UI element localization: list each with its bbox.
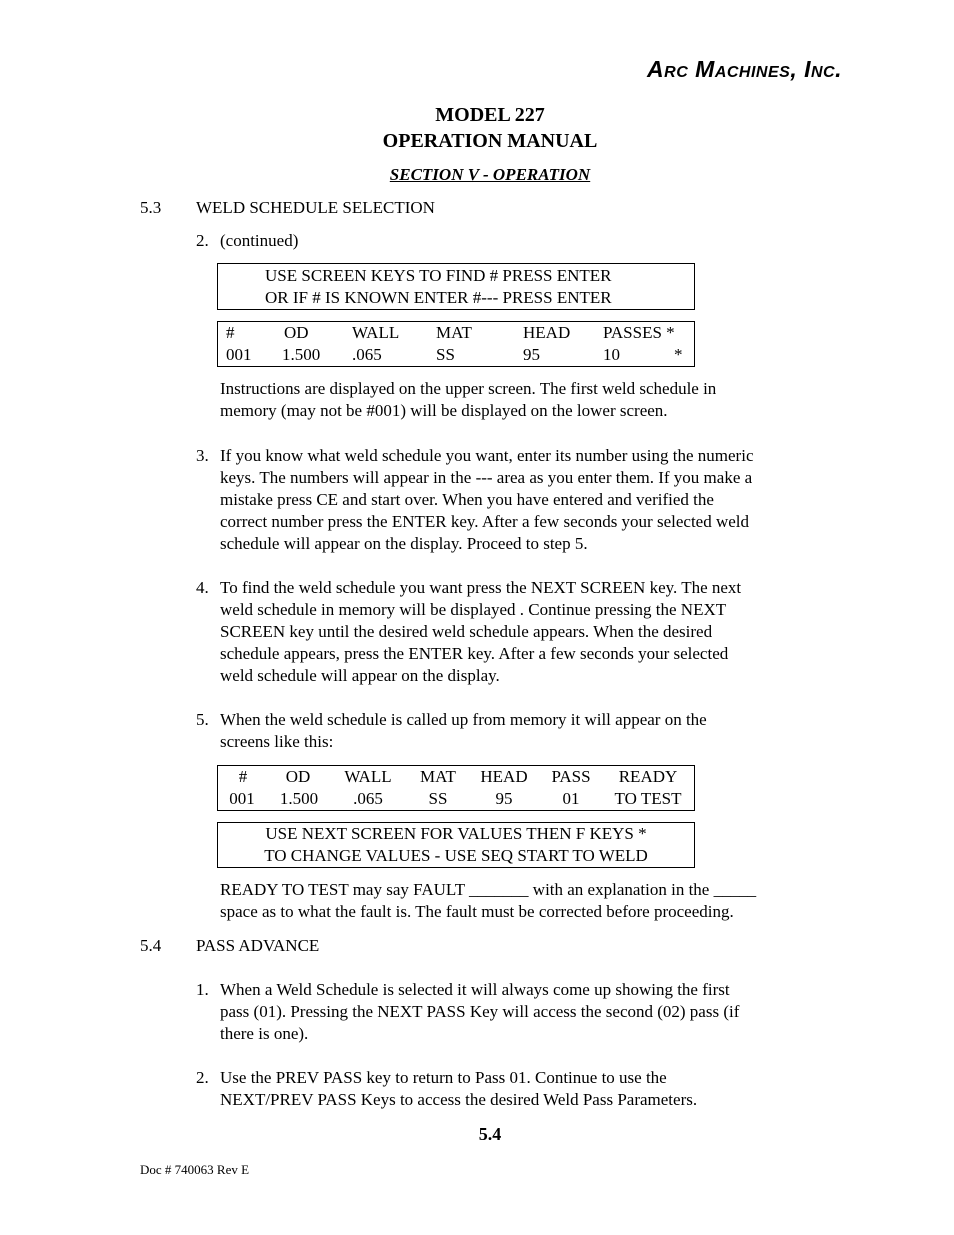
item-text: Use the PREV PASS key to return to Pass 01. Continue to use the NEXT/PREV PASS Keys to access the desired Weld Pass Parameters. bbox=[220, 1068, 698, 1109]
item-text: When the weld schedule is called up from memory it will appear on the screens like this: bbox=[220, 710, 707, 751]
company-logo: Arc Machines, Inc. bbox=[647, 56, 842, 82]
item-num: 2. bbox=[196, 231, 209, 250]
table-cell: 001 bbox=[229, 789, 255, 808]
title-line1: MODEL 227 bbox=[435, 104, 545, 126]
table-cell: HEAD bbox=[480, 767, 528, 786]
table-row bbox=[218, 788, 694, 810]
section-num-5-4: 5.4 bbox=[140, 936, 162, 955]
item-text: To find the weld schedule you want press the NEXT SCREEN key. The next weld schedule in memory will be displayed . Continue pressing the NEXT SCREEN key until the desired weld schedule appears. When the desired schedule appears, press the ENTER key. After a few seconds your selected weld schedule will appear on the display. bbox=[220, 578, 742, 685]
table-cell: # bbox=[238, 767, 248, 786]
table-cell: PASSES * bbox=[603, 323, 675, 342]
screen-box-2 bbox=[217, 822, 695, 868]
table-cell: .065 bbox=[353, 789, 383, 808]
section-title: SECTION V - OPERATION bbox=[389, 165, 591, 184]
table-cell: 1.500 bbox=[282, 345, 321, 364]
screen-line: TO CHANGE VALUES - USE SEQ START TO WELD bbox=[264, 846, 648, 865]
table-cell: WALL bbox=[344, 767, 392, 786]
section-heading-5-3: WELD SCHEDULE SELECTION bbox=[196, 198, 435, 217]
table-cell: SS bbox=[436, 345, 455, 364]
table-cell: HEAD bbox=[523, 323, 571, 342]
table-cell: 01 bbox=[562, 789, 580, 808]
item-num: 1. bbox=[196, 980, 209, 999]
table-cell: .065 bbox=[352, 345, 382, 364]
table-cell: TO TEST bbox=[614, 789, 682, 808]
item-text: If you know what weld schedule you want, enter its number using the numeric keys. The numbers will appear in the --- area as you enter them. If you make a mistake press CE and start over. When you have entered and verified the correct number press the ENTER key. After a few seconds your selected weld schedule will appear on the display. Proceed to step 5. bbox=[220, 446, 754, 553]
screen-line: USE NEXT SCREEN FOR VALUES THEN F KEYS * bbox=[265, 824, 647, 843]
screen-line: USE SCREEN KEYS TO FIND # PRESS ENTER bbox=[265, 266, 612, 285]
table-cell: 10 bbox=[603, 345, 620, 364]
table-cell: 95 bbox=[523, 345, 540, 364]
title-line2: OPERATION MANUAL bbox=[382, 130, 598, 152]
table-row bbox=[218, 344, 694, 366]
paragraph: Instructions are displayed on the upper screen. The first weld schedule in memory (may not be #001) will be displayed on the lower screen. bbox=[220, 379, 717, 420]
section-num-5-3: 5.3 bbox=[140, 198, 162, 217]
table-cell: WALL bbox=[352, 323, 400, 342]
screen-line: OR IF # IS KNOWN ENTER #--- PRESS ENTER bbox=[265, 288, 612, 307]
doc-number: Doc # 740063 Rev E bbox=[140, 1162, 250, 1177]
table-cell: READY bbox=[618, 767, 678, 786]
screen-table-2 bbox=[217, 765, 695, 811]
table-cell: MAT bbox=[436, 323, 472, 342]
table-cell: 95 bbox=[495, 789, 513, 808]
item-num: 3. bbox=[196, 446, 209, 465]
table-cell: * bbox=[674, 345, 683, 364]
screen-table-1 bbox=[217, 321, 695, 367]
item-num: 4. bbox=[196, 578, 209, 597]
table-cell: 001 bbox=[226, 345, 252, 364]
table-header-row bbox=[218, 322, 694, 344]
page-number: 5.4 bbox=[478, 1124, 502, 1144]
item-text: (continued) bbox=[220, 231, 299, 250]
screen-box-1 bbox=[217, 263, 695, 310]
item-num: 2. bbox=[196, 1068, 209, 1087]
table-cell: OD bbox=[285, 767, 311, 786]
item-text: When a Weld Schedule is selected it will always come up showing the first pass (01). Pressing the NEXT PASS Key will access the second (02) pass (if there is one). bbox=[220, 980, 740, 1043]
table-cell: SS bbox=[428, 789, 448, 808]
table-cell: # bbox=[226, 323, 235, 342]
table-cell: MAT bbox=[420, 767, 456, 786]
table-cell: PASS bbox=[551, 767, 591, 786]
paragraph: READY TO TEST may say FAULT _______ with an explanation in the _____ space as to what the fault is. The fault must be corrected before proceeding. bbox=[220, 880, 757, 921]
table-cell: OD bbox=[284, 323, 309, 342]
table-cell: 1.500 bbox=[279, 789, 319, 808]
table-header-row bbox=[218, 766, 694, 788]
section-heading-5-4: PASS ADVANCE bbox=[196, 936, 320, 955]
item-num: 5. bbox=[196, 710, 209, 729]
